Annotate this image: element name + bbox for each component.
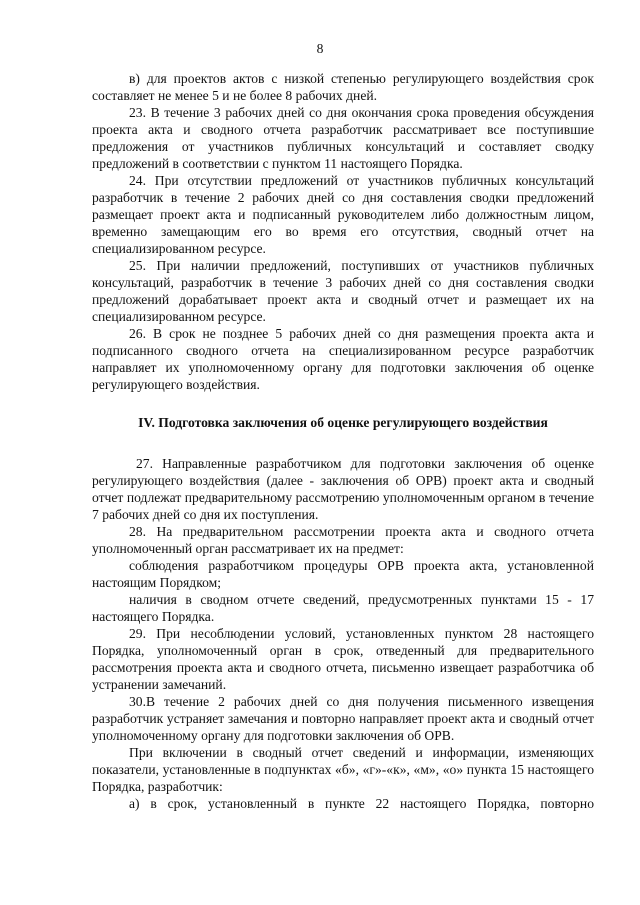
paragraph-23: 23. В течение 3 рабочих дней со дня окончания срока проведения обсуждения проекта акта и сводного отчета разработчик рассматривает все поступившие предложения от участников публичных консультаций и составляет сводку предложений в соответствии с пунктом 11 настоящего Порядка. (92, 105, 594, 171)
paragraph-28-item-1: соблюдения разработчиком процедуры ОРВ проекта акта, установленной настоящим Порядком; (92, 558, 594, 590)
page-number: 8 (316, 41, 324, 56)
paragraph-26: 26. В срок не позднее 5 рабочих дней со дня размещения проекта акта и подписанного сводного отчета на специализированном ресурсе разработчик направляет их уполномоченному органу для подготовки заключения об оценке регулирующего воздействия. (92, 326, 594, 392)
paragraph-25: 25. При наличии предложений, поступивших от участников публичных консультаций, разработчик в течение 3 рабочих дней со дня составления сводки предложений дорабатывает проект акта и сводный отчет и размещает их на специализированном ресурсе. (92, 258, 594, 324)
paragraph-28-item-2: наличия в сводном отчете сведений, предусмотренных пунктами 15 - 17 настоящего Порядка. (92, 592, 594, 624)
paragraph-30-continued: При включении в сводный отчет сведений и информации, изменяющих показатели, установленные в подпунктах «б», «г»-«к», «м», «о» пункта 15 настоящего Порядка, разработчик: (92, 745, 594, 794)
paragraph-24: 24. При отсутствии предложений от участников публичных консультаций разработчик в течение 2 рабочих дней со дня составления сводки предложений размещает проект акта и подписанный руководителем либо должностным лицом, временно замещающим его во время его отсутствия, сводный отчет на специализированном ресурсе. (92, 173, 594, 256)
section-heading: IV. Подготовка заключения об оценке регулирующего воздействия (138, 415, 548, 430)
paragraph-22v: в) для проектов актов с низкой степенью регулирующего воздействия срок составляет не менее 5 и не более 8 рабочих дней. (92, 71, 594, 103)
document-body (92, 70, 594, 812)
paragraph-30-item-a: а) в срок, установленный в пункте 22 настоящего Порядка, повторно (129, 796, 594, 811)
paragraph-29: 29. При несоблюдении условий, установленных пунктом 28 настоящего Порядка, уполномоченный орган в срок, отведенный для предварительного рассмотрения проекта акта и сводного отчета, письменно извещает разработчика об устранении замечаний. (92, 626, 594, 692)
paragraph-27: 27. Направленные разработчиком для подготовки заключения об оценке регулирующего воздействия (далее - заключения об ОРВ) проект акта и сводный отчет подлежат предварительному рассмотрению уполномоченным органом в течение 7 рабочих дней со дня их поступления. (92, 456, 594, 522)
paragraph-30: 30.В течение 2 рабочих дней со дня получения письменного извещения разработчик устраняет замечания и повторно направляет проект акта и сводный отчет уполномоченному органу для подготовки заключения об ОРВ. (92, 694, 594, 743)
paragraph-28: 28. На предварительном рассмотрении проекта акта и сводного отчета уполномоченный орган рассматривает их на предмет: (92, 524, 594, 556)
